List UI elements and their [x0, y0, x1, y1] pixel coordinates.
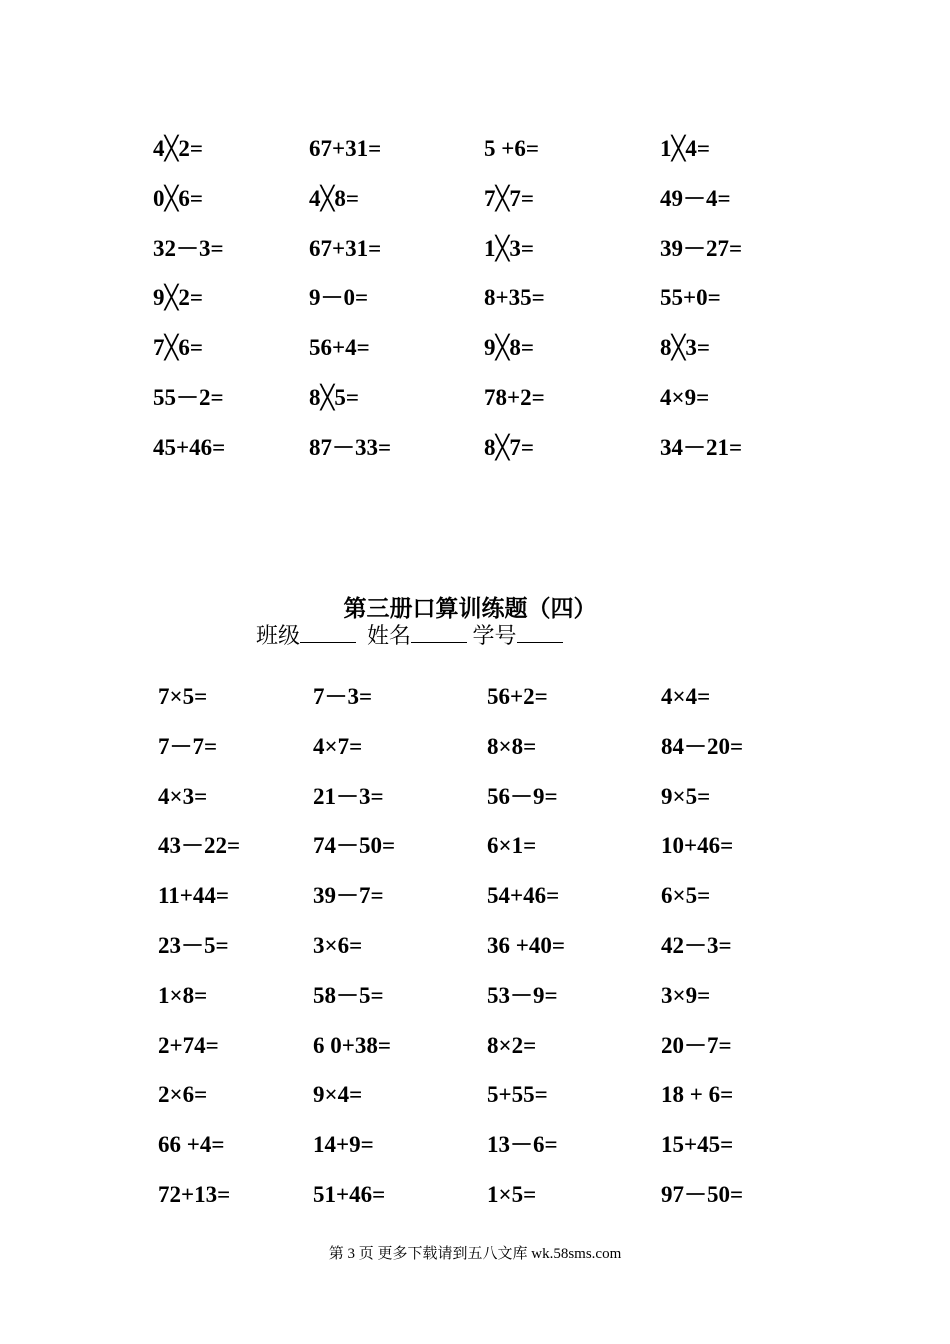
arithmetic-problem: 39－27=	[660, 235, 743, 261]
number-blank	[517, 622, 563, 643]
arithmetic-problem: 74－50=	[313, 833, 396, 859]
arithmetic-problem: 1╳4=	[660, 136, 710, 161]
arithmetic-problem: 67+31=	[309, 235, 382, 261]
worksheet-title: 第三册口算训练题（四）	[343, 596, 597, 621]
arithmetic-problem: 53－9=	[487, 982, 558, 1008]
arithmetic-problem: 8╳7=	[484, 434, 534, 460]
arithmetic-problem: 4×9=	[660, 385, 710, 410]
arithmetic-problem: 56+2=	[487, 684, 548, 709]
arithmetic-problem: 4×3=	[158, 783, 208, 809]
arithmetic-problem: 6×5=	[661, 883, 711, 909]
arithmetic-problem: 9×5=	[661, 783, 711, 809]
arithmetic-problem: 7╳7=	[484, 185, 534, 211]
arithmetic-problem: 1╳3=	[484, 235, 534, 261]
arithmetic-problem: 13－6=	[487, 1132, 558, 1158]
arithmetic-problem: 54+46=	[487, 883, 560, 909]
arithmetic-problem: 78+2=	[484, 385, 545, 410]
class-label: 班级	[256, 623, 301, 648]
arithmetic-problem: 7－3=	[313, 684, 373, 709]
arithmetic-problem: 3×6=	[313, 933, 363, 958]
arithmetic-problem: 97－50=	[661, 1182, 744, 1207]
arithmetic-problem: 8+35=	[484, 285, 545, 311]
arithmetic-problem: 14+9=	[313, 1132, 374, 1158]
arithmetic-problem: 43－22=	[158, 833, 241, 859]
arithmetic-problem: 11+44=	[158, 883, 229, 909]
arithmetic-problem: 9×4=	[313, 1082, 363, 1108]
arithmetic-problem: 21－3=	[313, 783, 384, 809]
arithmetic-problem: 39－7=	[313, 883, 384, 909]
arithmetic-problem: 56+4=	[309, 335, 370, 361]
page-footer: 第 3 页 更多下载请到五八文库 wk.58sms.com	[328, 1246, 622, 1262]
arithmetic-problem: 9╳2=	[153, 285, 203, 311]
arithmetic-problem: 34－21=	[660, 434, 743, 460]
arithmetic-problem: 58－5=	[313, 982, 384, 1008]
arithmetic-problem: 8×2=	[487, 1032, 537, 1058]
arithmetic-problem: 0╳6=	[153, 185, 203, 211]
arithmetic-problem: 32－3=	[153, 235, 224, 261]
arithmetic-problem: 87－33=	[309, 434, 392, 460]
arithmetic-problem: 67+31=	[309, 136, 382, 161]
name-label: 姓名	[367, 623, 412, 648]
name-blank	[411, 622, 467, 643]
arithmetic-problem: 1×8=	[158, 982, 208, 1008]
arithmetic-problem: 8╳5=	[309, 385, 359, 410]
arithmetic-problem: 20－7=	[661, 1032, 732, 1058]
arithmetic-problem: 4×7=	[313, 733, 363, 759]
arithmetic-problem: 72+13=	[158, 1182, 231, 1207]
arithmetic-problem: 9－0=	[309, 285, 369, 311]
arithmetic-problem: 23－5=	[158, 933, 229, 958]
arithmetic-problem: 56－9=	[487, 783, 558, 809]
arithmetic-problem: 8╳3=	[660, 335, 710, 361]
arithmetic-problem: 7－7=	[158, 733, 218, 759]
arithmetic-problem: 8×8=	[487, 733, 537, 759]
arithmetic-problem: 1×5=	[487, 1182, 537, 1207]
arithmetic-problem: 55+0=	[660, 285, 721, 311]
arithmetic-problem: 7×5=	[158, 684, 208, 709]
arithmetic-problem: 4╳8=	[309, 185, 359, 211]
arithmetic-problem: 18 + 6=	[661, 1082, 734, 1108]
arithmetic-problem: 42－3=	[661, 933, 732, 958]
arithmetic-problem: 6 0+38=	[313, 1032, 391, 1058]
arithmetic-problem: 5+55=	[487, 1082, 548, 1108]
arithmetic-problem: 5 +6=	[484, 136, 539, 161]
arithmetic-problem: 2+74=	[158, 1032, 219, 1058]
student-info-line	[256, 622, 563, 650]
arithmetic-problem: 15+45=	[661, 1132, 734, 1158]
arithmetic-problem: 66 +4=	[158, 1132, 225, 1158]
arithmetic-problem: 49－4=	[660, 185, 731, 211]
arithmetic-problem: 51+46=	[313, 1182, 386, 1207]
class-blank	[300, 622, 356, 643]
arithmetic-problem: 9╳8=	[484, 335, 534, 361]
arithmetic-problem: 3×9=	[661, 982, 711, 1008]
arithmetic-problem: 84－20=	[661, 733, 744, 759]
arithmetic-problem: 55－2=	[153, 385, 224, 410]
arithmetic-problem: 4×4=	[661, 684, 711, 709]
arithmetic-problem: 10+46=	[661, 833, 734, 859]
arithmetic-problem: 36 +40=	[487, 933, 565, 958]
arithmetic-problem: 4╳2=	[153, 136, 203, 161]
arithmetic-problem: 7╳6=	[153, 335, 203, 361]
arithmetic-problem: 45+46=	[153, 434, 226, 460]
arithmetic-problem: 6×1=	[487, 833, 537, 859]
number-label: 学号	[472, 623, 517, 648]
arithmetic-problem: 2×6=	[158, 1082, 208, 1108]
